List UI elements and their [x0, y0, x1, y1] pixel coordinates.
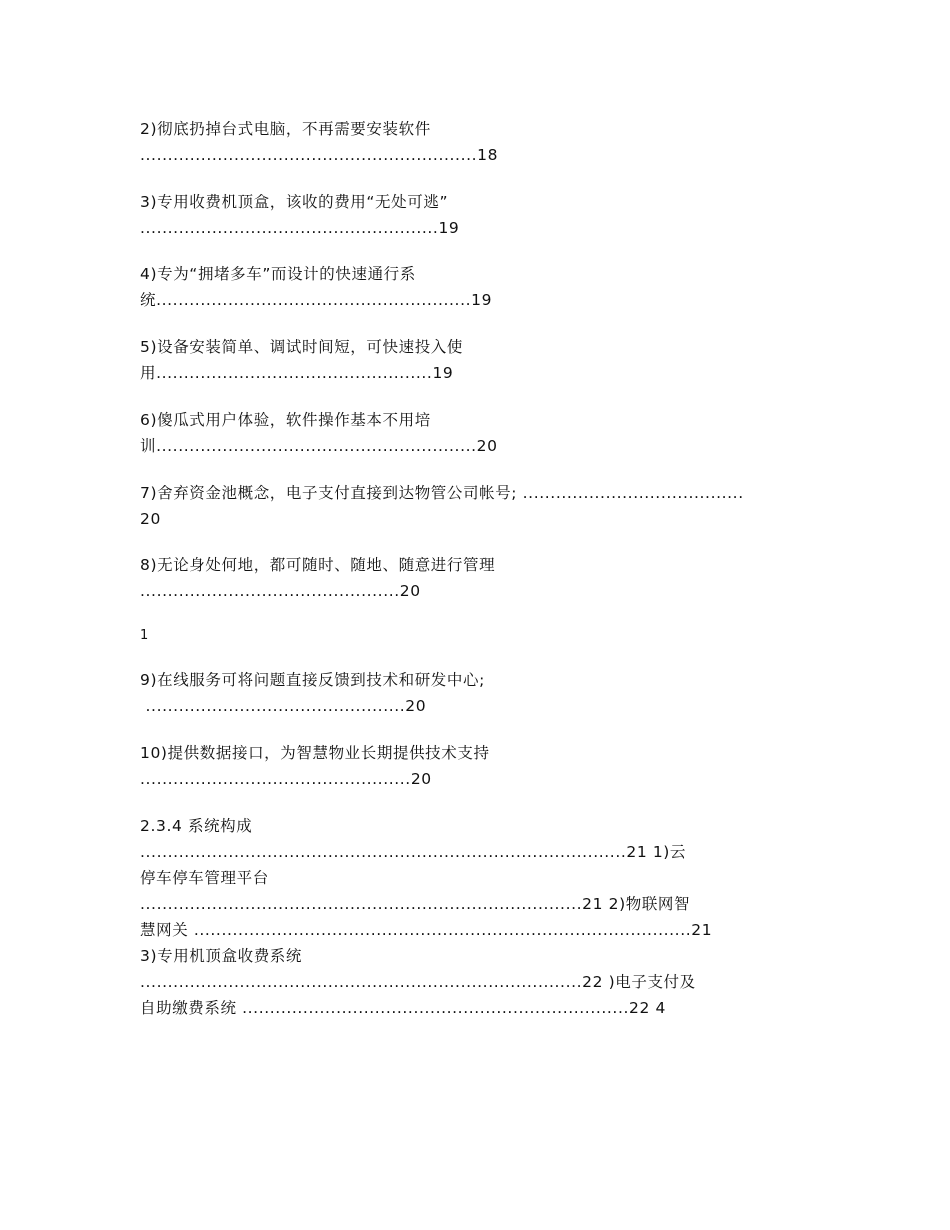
toc-entry-title: 4)专为“拥堵多车”而设计的快速通行系 — [140, 265, 416, 283]
toc-entry-leader: 用..................................................19 — [140, 364, 454, 382]
section-line: 停车停车管理平台 — [140, 869, 269, 887]
toc-entry[interactable] — [140, 552, 830, 604]
section-line: 慧网关 ..........................................................................................21 — [140, 921, 713, 939]
section-heading: 2.3.4 系统构成 — [140, 817, 253, 835]
toc-entry-title: 3)专用收费机顶盒，该收的费用“无处可逃” — [140, 193, 449, 211]
page-number: 1 — [140, 628, 149, 643]
toc-entry-title: 6)傻瓜式用户体验，软件操作基本不用培 — [140, 411, 431, 429]
toc-entry-title: 7)舍弃资金池概念，电子支付直接到达物管公司帐号; ........................................ — [140, 484, 744, 502]
toc-entry-leader: ...............................................20 — [140, 582, 421, 600]
toc-entry[interactable] — [140, 407, 830, 459]
section-line: ........................................................................................21 1)云 — [140, 843, 687, 861]
toc-entry[interactable] — [140, 480, 830, 532]
toc-entry-leader: .................................................20 — [140, 770, 432, 788]
toc-entry[interactable] — [140, 116, 830, 168]
toc-entry-leader: 训..........................................................20 — [140, 437, 498, 455]
toc-entry-title: 9)在线服务可将问题直接反馈到技术和研发中心; — [140, 671, 485, 689]
section-line: ................................................................................22 )电子支付及 — [140, 973, 696, 991]
toc-entry[interactable] — [140, 261, 830, 313]
toc-entry-title: 5)设备安装简单、调试时间短，可快速投入使 — [140, 338, 464, 356]
toc-entry-title: 8)无论身处何地，都可随时、随地、随意进行管理 — [140, 556, 496, 574]
toc-section-system-composition[interactable] — [140, 813, 830, 1021]
toc-entry-leader: ...............................................20 — [140, 697, 427, 715]
toc-entry[interactable] — [140, 740, 830, 792]
toc-entry[interactable] — [140, 189, 830, 241]
section-line: ................................................................................21 2)物联网智 — [140, 895, 691, 913]
toc-entry-title: 10)提供数据接口，为智慧物业长期提供技术支持 — [140, 744, 490, 762]
toc-entry-leader: ......................................................19 — [140, 219, 460, 237]
toc-entry-leader: 统.........................................................19 — [140, 291, 493, 309]
toc-entry[interactable] — [140, 334, 830, 386]
toc-entry[interactable] — [140, 667, 830, 719]
toc-entry-leader: 20 — [140, 510, 161, 528]
section-line: 自助缴费系统 ......................................................................22 4 — [140, 999, 666, 1017]
toc-entry-leader: .............................................................18 — [140, 146, 499, 164]
section-line: 3)专用机顶盒收费系统 — [140, 947, 303, 965]
toc-entry-title: 2)彻底扔掉台式电脑，不再需要安装软件 — [140, 120, 431, 138]
